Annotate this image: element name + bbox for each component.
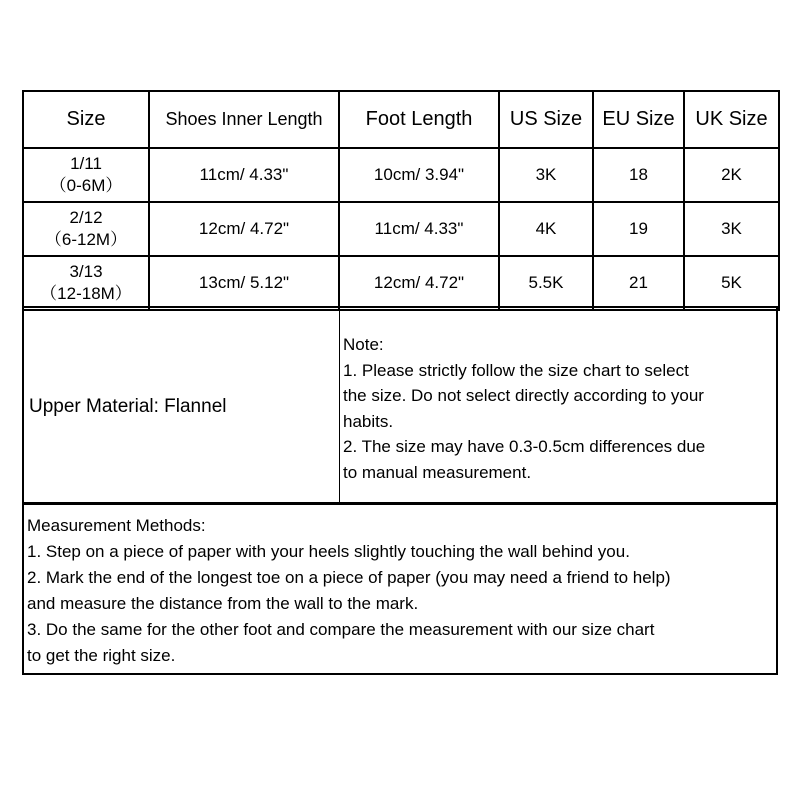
measurement-line: 1. Step on a piece of paper with your heels slightly touching the wall behind you.: [27, 542, 630, 561]
eu-size-cell: 19: [593, 202, 684, 256]
material-panel: [22, 306, 340, 504]
us-size-cell: 5.5K: [499, 256, 593, 310]
header-eu-size: EU Size: [593, 91, 684, 148]
note-line: 2. The size may have 0.3-0.5cm differences due: [343, 437, 706, 456]
measurement-text: [27, 513, 671, 669]
uk-size-cell: 3K: [684, 202, 779, 256]
size-label: 1/11: [70, 154, 102, 173]
measurement-title: Measurement Methods:: [27, 516, 206, 535]
note-title: Note:: [343, 335, 384, 354]
table-header-row: [23, 91, 779, 148]
header-inner-length: Shoes Inner Length: [149, 91, 339, 148]
measurement-line: to get the right size.: [27, 646, 176, 665]
header-uk-size: UK Size: [684, 91, 779, 148]
header-size: Size: [23, 91, 149, 148]
inner-length-cell: 12cm/ 4.72": [149, 202, 339, 256]
size-cell: [23, 256, 149, 310]
table-row: [23, 256, 779, 310]
inner-length-cell: 13cm/ 5.12": [149, 256, 339, 310]
uk-size-cell: 2K: [684, 148, 779, 202]
size-cell: [23, 148, 149, 202]
measurement-panel: [22, 503, 778, 675]
note-line: 1. Please strictly follow the size chart to select: [343, 360, 689, 380]
size-label: 2/12: [69, 208, 103, 227]
age-label: （6-12M）: [44, 230, 128, 249]
age-label: （12-18M）: [40, 284, 132, 303]
measurement-line: 2. Mark the end of the longest toe on a piece of paper (you may need a friend to help): [27, 568, 671, 587]
age-label: （0-6M）: [49, 176, 123, 195]
us-size-cell: 4K: [499, 202, 593, 256]
size-chart-sheet: [22, 90, 778, 675]
table-row: [23, 202, 779, 256]
upper-material-text: Upper Material: Flannel: [29, 396, 227, 417]
note-text: [343, 332, 705, 485]
header-foot-length: Foot Length: [339, 91, 499, 148]
us-size-cell: 3K: [499, 148, 593, 202]
measurement-line: and measure the distance from the wall to the mark.: [27, 594, 419, 613]
eu-size-cell: 21: [593, 256, 684, 310]
uk-size-cell: 5K: [684, 256, 779, 310]
eu-size-cell: 18: [593, 148, 684, 202]
header-us-size: US Size: [499, 91, 593, 148]
table-row: [23, 148, 779, 202]
size-label: 3/13: [69, 262, 103, 281]
note-line: the size. Do not select directly according to your: [343, 386, 704, 405]
size-table: [22, 90, 780, 311]
foot-length-cell: 10cm/ 3.94": [339, 148, 499, 202]
inner-length-cell: 11cm/ 4.33": [149, 148, 339, 202]
foot-length-cell: 12cm/ 4.72": [339, 256, 499, 310]
note-line: to manual measurement.: [343, 462, 532, 482]
note-line: habits.: [343, 411, 394, 431]
size-cell: [23, 202, 149, 256]
foot-length-cell: 11cm/ 4.33": [339, 202, 499, 256]
note-panel: [339, 306, 778, 504]
measurement-line: 3. Do the same for the other foot and compare the measurement with our size chart: [27, 620, 655, 639]
